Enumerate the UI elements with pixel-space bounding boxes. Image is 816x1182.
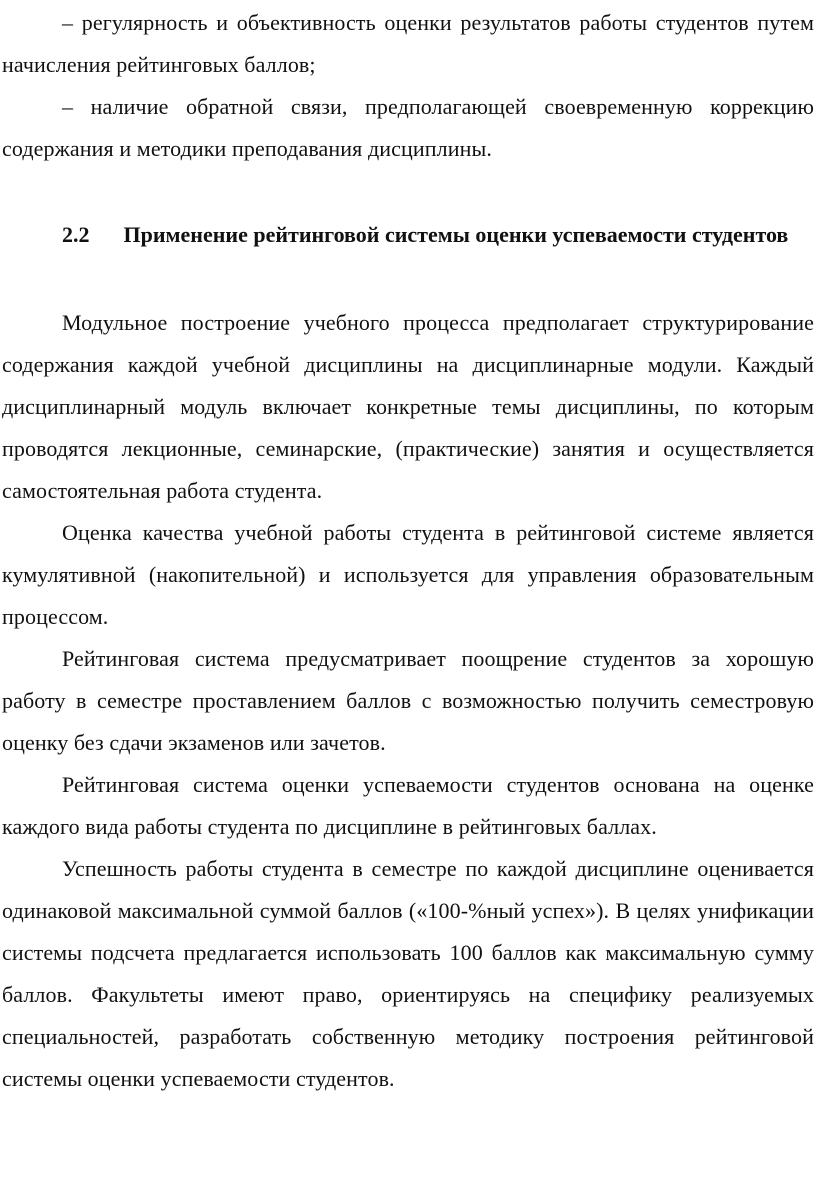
paragraph-2: Оценка качества учебной работы студента в рейтинговой системе является кумулятивной (накопительной) и используется для управления образовательным процессом.	[2, 520, 814, 629]
paragraph-4: Рейтинговая система оценки успеваемости студентов основана на оценке каждого вида работы студента по дисциплине в рейтинговых баллах.	[2, 772, 814, 839]
section-heading	[2, 214, 814, 256]
intro-item-1: – регулярность и объективность оценки результатов работы студентов путем начисления рейтинговых баллов;	[2, 10, 814, 77]
intro-item-2: – наличие обратной связи, предполагающей своевременную коррекцию содержания и методики преподавания дисциплины.	[2, 94, 814, 161]
paragraph-3: Рейтинговая система предусматривает поощрение студентов за хорошую работу в семестре проставлением баллов с возможностью получить семестровую оценку без сдачи экзаменов или зачетов.	[2, 646, 814, 755]
section-title: Применение рейтинговой системы оценки успеваемости студентов	[123, 222, 789, 247]
paragraph-5: Успешность работы студента в семестре по каждой дисциплине оценивается одинаковой максимальной суммой баллов («100-%ный успех»). В целях унификации системы подсчета предлагается использовать 100 баллов как максимальную сумму баллов. Факультеты имеют право, ориентируясь на специфику реализуемых специальностей, разработать собственную методику построения рейтинговой системы оценки успеваемости студентов.	[2, 856, 814, 1091]
section-number: 2.2	[62, 222, 90, 247]
paragraph-1: Модульное построение учебного процесса предполагает структурирование содержания каждой учебной дисциплины на дисциплинарные модули. Каждый дисциплинарный модуль включает конкретные темы дисциплины, по которым проводятся лекционные, семинарские, (практические) занятия и осуществляется самостоятельная работа студента.	[2, 310, 814, 503]
